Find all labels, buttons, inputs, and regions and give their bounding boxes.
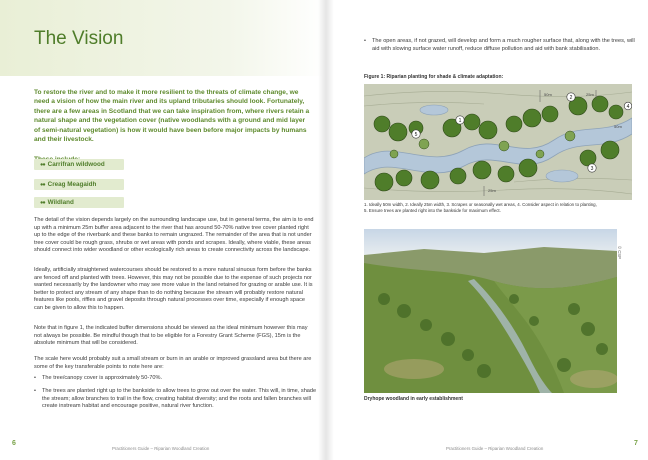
body-paragraph: The detail of the vision depends largely on the surrounding landscape use, but in general terms, the aim is to end up with a minimum 25m buffer area adjacent to the river that has around 50-70% native tree cover planted right up to the edge of the riverbank and these banks to remain ungrazed. The remainder of the area that is not under tree cover could be rough grass, shrubs or wet areas with ponds and scrapes. Ideally, where viable, these areas should connect into wider woodland or other ecologically rich areas to create connectivity across the landscape. — [34, 217, 314, 254]
photo-credit: © CSP — [617, 246, 622, 259]
link-icon: ●● — [40, 200, 45, 206]
figure-note-line: 1. Ideally 50m width, 2. Ideally 25m width, 3. Scrapes or seasonally wet areas, 4. Consider aspect in relation to planting, — [364, 202, 597, 207]
link-icon: ●● — [40, 182, 45, 188]
bullet-item: • The open areas, if not grazed, will develop and form a much rougher surface that, along with the trees, will aid with slowing surface water runoff, reduce diffuse pollution and aid with bank stabilisation. — [364, 38, 642, 53]
link-wildland[interactable]: ●● Wildland — [34, 197, 124, 208]
body-paragraph: Note that in figure 1, the indicated buffer dimensions should be viewed as the ideal minimum however this may not always be possible. Be mindful though that to be eligible for a Forestry Grant Scheme (FGS), 15m is the absolute minimum that will be considered. — [34, 325, 308, 347]
link-carrifran-wildwood[interactable]: ●● Carrifran wildwood — [34, 159, 124, 170]
link-icon: ●● — [40, 162, 45, 168]
dryhope-woodland-photo — [364, 229, 617, 393]
bullet-item: • The tree/canopy cover is approximately 50-70%. — [34, 375, 318, 383]
page-number: 7 — [634, 440, 638, 447]
figure-notes — [364, 202, 636, 214]
intro-paragraph: To restore the river and to make it more resilient to the threats of climate change, we need a vision of how the main river and its upland tributaries should look. Fortunately, there are a few areas in Scotland that we can take inspiration from, where rivers retain a natural shape and the vegetation cover (native woodlands with a ground and mid layer of semi-natural vegetation) is how it would have been before major impacts by humans and their livestock. — [34, 89, 310, 144]
figure-marker-label: 2 — [569, 94, 573, 101]
right-page — [326, 0, 648, 460]
body-paragraph: The scale here would probably suit a small stream or burn in an arable or improved grassland area but there are some of the key transferable points to note here are: — [34, 356, 312, 370]
figure-marker-1 — [456, 116, 464, 124]
dimension-label: 25m — [488, 188, 496, 193]
riparian-planting-diagram — [364, 84, 632, 200]
page-title: The Vision — [34, 28, 124, 49]
scrape-wet-area — [546, 170, 578, 182]
figure-marker-5 — [412, 130, 420, 138]
dimension-label: 50m — [614, 124, 622, 129]
dimension-label: 50m — [544, 92, 552, 97]
page-footer: Practitioners Guide – Riparian Woodland Creation — [446, 446, 544, 451]
figure-note-line: 5. Ensure trees are planted right into the bankside for maximum effect. — [364, 208, 501, 213]
figure-marker-label: 1 — [458, 117, 462, 124]
figure-marker-label: 3 — [590, 165, 594, 172]
page-footer: Practitioners Guide – Riparian Woodland Creation — [112, 446, 210, 451]
bullet-item: • The trees are planted right up to the bankside to allow trees to grow out over the water. This will, in time, shade the stream; allow branches to trail in the flow, creating habitat diversity; and the roots and fallen branches will create instream habitat and encourage positive, natural river function. — [34, 388, 318, 411]
figure-marker-label: 4 — [626, 103, 630, 110]
figure-marker-4 — [624, 102, 632, 110]
figure-marker-3 — [588, 164, 596, 172]
scrape-wet-area — [420, 105, 448, 115]
figure-marker-label: 5 — [414, 131, 418, 138]
dimension-label: 25m — [586, 92, 594, 97]
figure-marker-2 — [567, 93, 575, 101]
page-number: 6 — [12, 440, 16, 447]
figure-caption: Figure 1: Riparian planting for shade & climate adaptation: — [364, 74, 504, 80]
link-creag-meagaidh[interactable]: ●● Creag Meagaidh — [34, 179, 124, 190]
photo-caption: Dryhope woodland in early establishment — [364, 396, 463, 402]
body-paragraph: Ideally, artificially straightened watercourses should be restored to a more natural sinuous form before the banks are fenced off and planted with trees. However, this may not be possible due to the expense of such projects nor wanted necessarily by the landowner who may see more value in the land retained for grazing or arable use. It is better to protect any stream of any shape than to do nothing because the stream will probably restore natural features like pools, riffles and gravel deposits through natural processes over time, especially if enough space can be given to allow this to happen. — [34, 267, 313, 311]
